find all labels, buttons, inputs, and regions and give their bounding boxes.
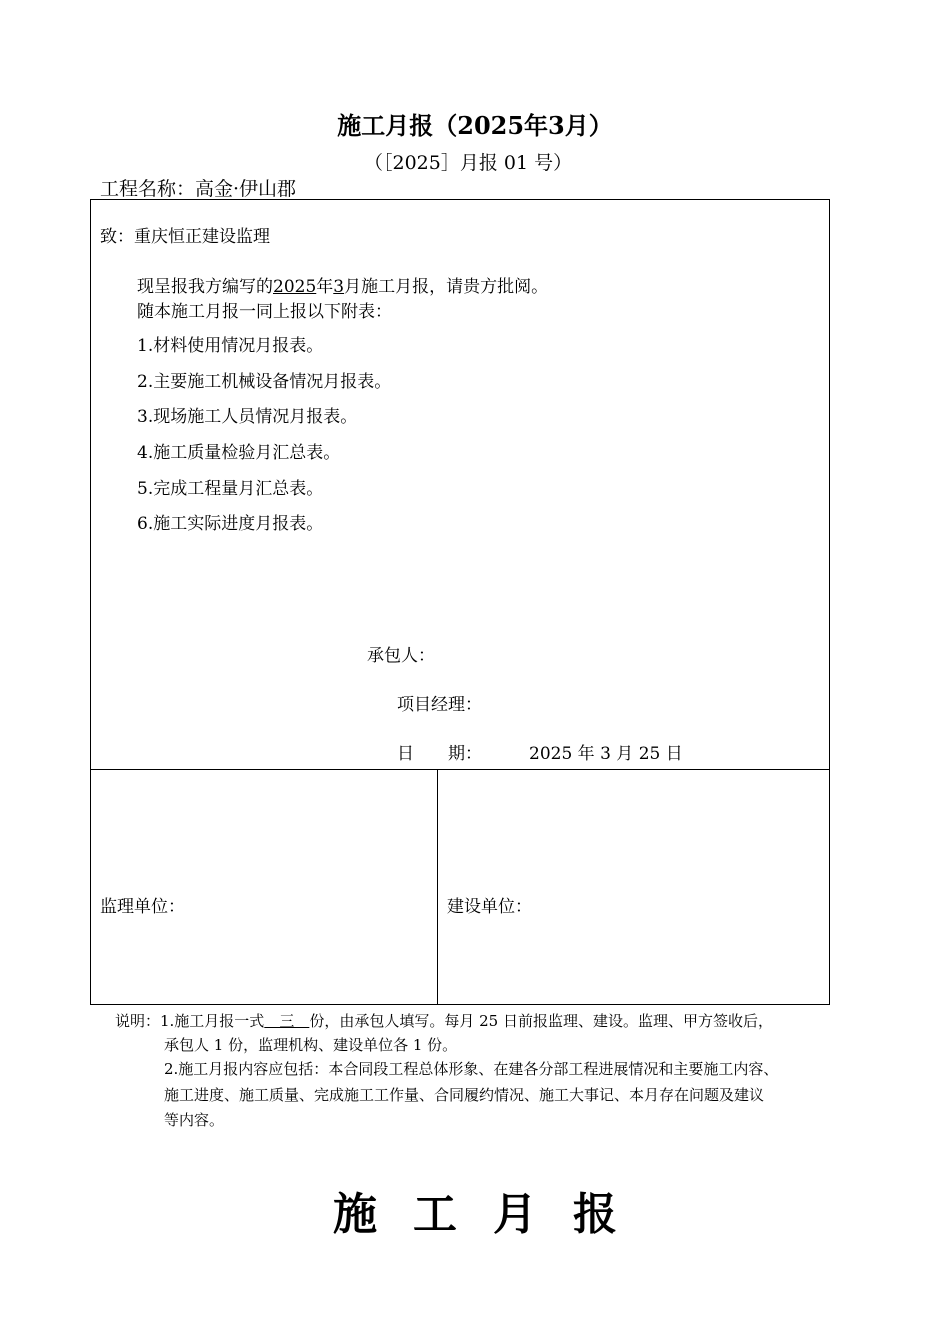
- intro-year-suffix: 年: [316, 277, 334, 297]
- project-name-line: [100, 174, 296, 201]
- note-copies: 三: [264, 1012, 310, 1030]
- note-line-2: 承包人 1 份，监理机构、建设单位各 1 份。: [164, 1036, 458, 1054]
- attachment-item: 6.施工实际进度月报表。: [137, 514, 324, 534]
- note-line-1-rest: 份，由承包人填写。每月 25 日前报监理、建设。监理、甲方签收后，: [309, 1012, 773, 1030]
- attachments-intro: 随本施工月报一同上报以下附表：: [137, 302, 392, 322]
- attachment-item: 2.主要施工机械设备情况月报表。: [137, 372, 392, 392]
- intro-suffix: 月施工月报，请贵方批阅。: [344, 277, 549, 297]
- supervision-unit-label: 监理单位：: [100, 897, 185, 917]
- note-line-4: 施工进度、施工质量、完成施工工作量、合同履约情况、施工大事记、本月存在问题及建议: [164, 1086, 765, 1104]
- intro-prefix: 现呈报我方编写的: [137, 277, 273, 297]
- intro-year: 2025: [273, 277, 317, 297]
- contractor-label: 承包人：: [367, 646, 435, 666]
- cover-title: 施工月报: [333, 1189, 653, 1240]
- page-title: 施工月报（2025年3月）: [337, 111, 613, 140]
- project-label: 工程名称：: [100, 178, 196, 200]
- attachment-item: 5.完成工程量月汇总表。: [137, 479, 324, 499]
- document-number: （［2025］月报 01 号）: [364, 152, 573, 174]
- attachment-item: 4.施工质量检验月汇总表。: [137, 443, 341, 463]
- date-value: 2025 年 3 月 25 日: [529, 744, 683, 764]
- note-line-5: 等内容。: [164, 1111, 225, 1129]
- form-divider-vertical: [437, 769, 438, 1005]
- note-line-3: 2.施工月报内容应包括：本合同段工程总体形象、在建各分部工程进展情况和主要施工内容、: [164, 1060, 779, 1078]
- note-prefix: 说明：1.施工月报一式: [115, 1012, 265, 1030]
- project-name: 高金·伊山郡: [195, 178, 297, 200]
- attachment-item: 1.材料使用情况月报表。: [137, 336, 324, 356]
- date-label: 日 期：: [397, 744, 482, 764]
- owner-unit-label: 建设单位：: [447, 897, 532, 917]
- attachment-item: 3.现场施工人员情况月报表。: [137, 407, 358, 427]
- project-manager-label: 项目经理：: [397, 695, 482, 715]
- form-divider-horizontal: [90, 769, 830, 770]
- recipient-line: 致：重庆恒正建设监理: [100, 227, 270, 247]
- intro-month: 3: [333, 277, 345, 297]
- note-line-1: [115, 1010, 773, 1031]
- intro-line: [137, 272, 548, 297]
